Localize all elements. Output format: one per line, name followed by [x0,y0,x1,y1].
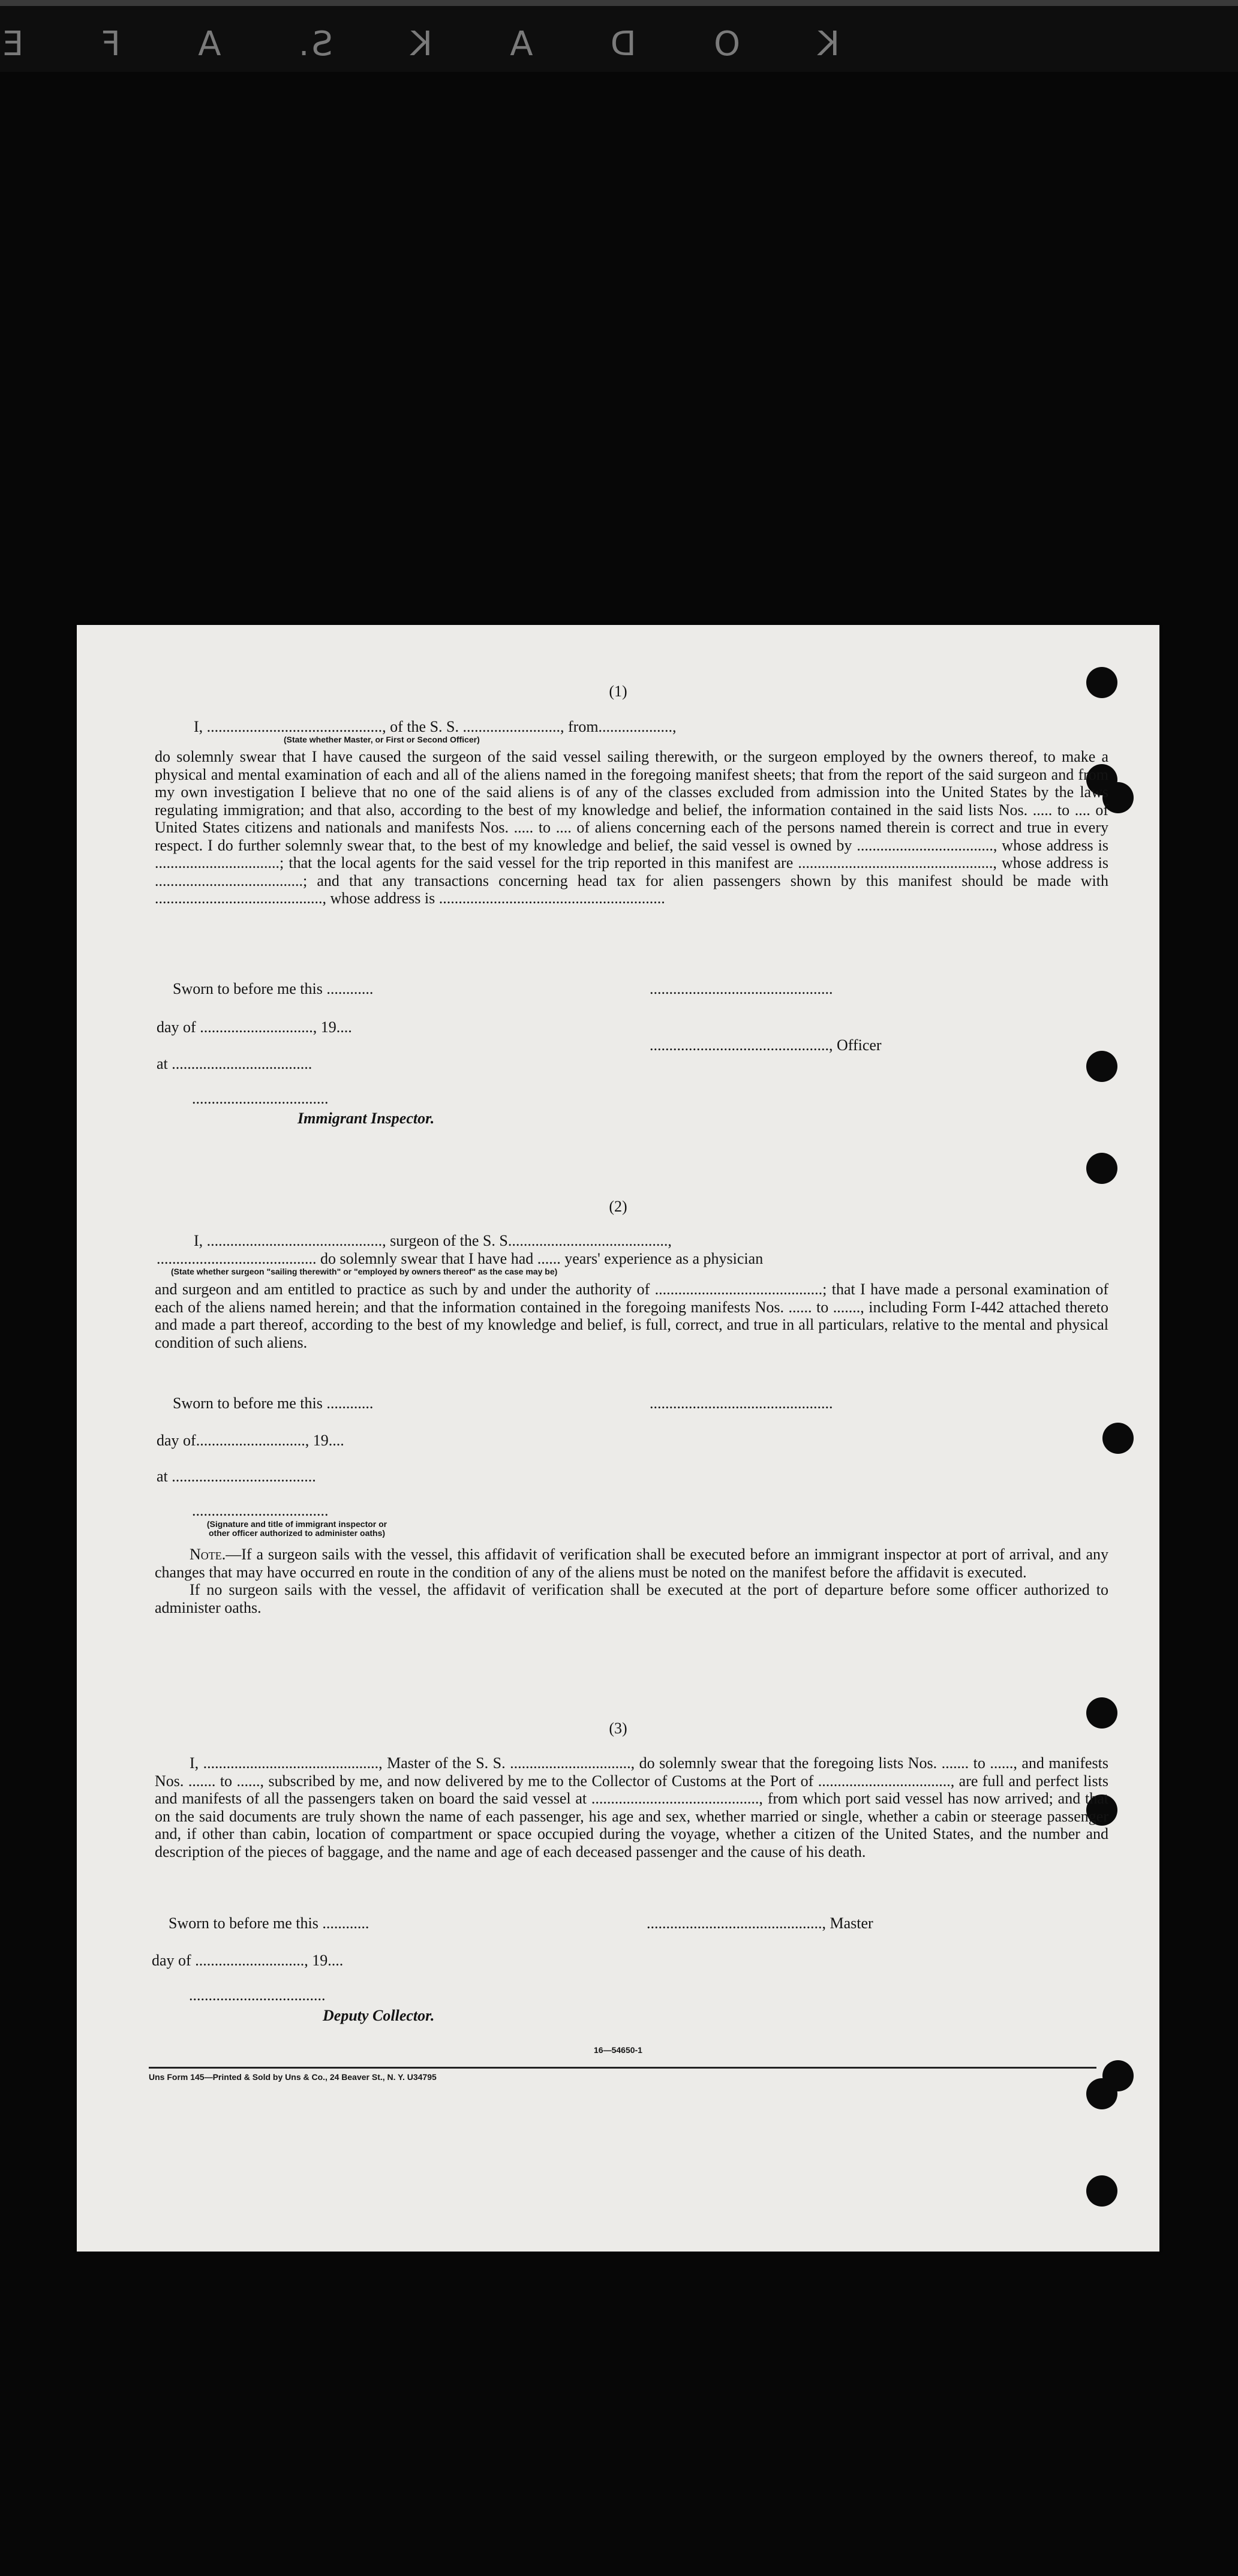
collector-title: Deputy Collector. [323,2007,435,2024]
officer-signature-note: (Signature and title of immigrant inspector or other officer authorized to administer oaths) [206,1519,387,1538]
master-signature-line: ............................................., Master [647,1914,873,1932]
officer-line: .............................................., Officer [650,1036,882,1054]
film-edge-border [0,0,1238,6]
note-label: Note. [190,1546,226,1563]
print-code: 16—54650-1 [594,2045,642,2055]
film-letter: A [507,24,533,64]
section-number: (1) [609,683,627,700]
film-letter: F [98,24,121,64]
punch-hole [1086,1153,1117,1184]
punch-hole [1086,2175,1117,2207]
master-oath-note: (State whether Master, or First or Second Officer) [284,735,480,744]
surgeon-oath-second-line: ......................................... do solemnly swear that I have had ...... years' experience as a physician [157,1250,764,1267]
punch-hole [1102,1423,1134,1454]
sworn-line: Sworn to before me this ............ [173,1394,374,1412]
signature-line: ............................................... [650,1394,833,1412]
officer-signature-line: ................................... [192,1502,329,1519]
place-line: at .................................... [157,1055,312,1072]
film-letter: O [711,24,741,64]
inspector-title: Immigrant Inspector. [298,1110,435,1127]
film-letter: E [0,24,24,64]
manifest-page [77,625,1159,2252]
film-letter: D [608,24,636,64]
sworn-line: Sworn to before me this ............ [169,1914,369,1932]
printer-imprint: Uns Form 145—Printed & Sold by Uns & Co., 24 Beaver St., N. Y. U34795 [149,2072,437,2082]
note-paragraph [155,1546,1108,1581]
film-letter: K [408,24,432,64]
film-edge-strip [0,0,1238,72]
film-letter: S. [296,24,333,64]
master-oath-text: do solemnly swear that I have caused the surgeon of the said vessel sailing therewith, or the surgeon employed by the owners thereof, to make a physical and mental examination of each and all of the aliens named in the foregoing manifest sheets; that from the report of the said surgeon and from my own investigation I believe that no one of the said aliens is of any of the classes excluded from admission into the United States by the laws regulating immigration; and that also, according to the best of my knowledge and belief, the information contained in the said lists Nos. ..... to .... of United States citizens and nationals and manifests Nos. ..... to .... of aliens concerning each of the persons named therein is correct and true in every respect. I do further solemnly swear that, to the best of my knowledge and belief, the said vessel is owned by ..................................., whose address is ................................; that the local agents for the said vessel for the trip reported in this manifest are .................................................., whose address is ......................................; and that any transactions concerning head tax for alien passengers shown by this manifest should be made with ..........................................., whose address is .......................................................... [155,748,1108,907]
note-paragraph-2: If no surgeon sails with the vessel, the affidavit of verification shall be executed at the port of departure before some officer authorized to administer oaths. [155,1581,1108,1616]
section-number: (2) [609,1198,627,1215]
film-letter: K [815,24,840,64]
master-delivery-text: I, ............................................., Master of the S. S. ..............................., do solemnly swear that the foregoing lists Nos. ....... to ......, and manifests Nos. ....... to ......, subscribed by me, and now delivered by me to the Collector of Customs at the Port of .................................., are full and perfect lists and manifests of all the passengers taken on board the said vessel at ..........................................., from which port said vessel has now arrived; and that on the said documents are truly shown the name of each passenger, his age and sex, whether married or single, whether a cabin or steerage passenger and, if other than cabin, location of compartment or space occupied during the voyage, whether a citizen of the United States, and the number and description of the pieces of baggage, and the name and age of each deceased passenger and the cause of his death. [155,1754,1108,1860]
film-edge-lettering [0,23,840,65]
collector-signature-line: ................................... [189,1986,326,2004]
master-delivery-oath [155,1754,1108,1860]
surgeon-oath-body [155,1281,1108,1351]
punch-hole [1086,1051,1117,1082]
footer-rule [149,2067,1096,2069]
place-line: at ..................................... [157,1468,316,1485]
signature-line: ............................................... [650,980,833,997]
surgeon-oath-note: (State whether surgeon "sailing therewith" or "employed by owners thereof" as the case may be) [171,1267,558,1276]
date-line: day of ............................., 19.... [157,1018,352,1036]
master-oath-body [155,748,1108,907]
master-oath-opening: I, ............................................., of the S. S. ........................., from..................., [194,718,677,735]
note-text: —If a surgeon sails with the vessel, this affidavit of verification shall be executed before an immigrant inspector at port of arrival, and any changes that may have occurred en route in the condition of any of the aliens must be noted on the manifest before the affidavit is executed. [155,1546,1108,1581]
date-line: day of............................, 19.... [157,1432,344,1449]
date-line: day of ............................, 19.... [152,1952,344,1969]
surgeon-oath-text: and surgeon and am entitled to practice as such by and under the authority of ...........................................; that I have made a personal examination of each of the aliens named herein; and that the information contained in the foregoing manifests Nos. ...... to ......., including Form I-442 attached thereto and made a part thereof, according to the best of my knowledge and belief, is full, correct, and true in all particulars, relative to the mental and physical condition of such aliens. [155,1281,1108,1351]
film-letter: A [196,24,221,64]
punch-hole [1086,2078,1117,2109]
sworn-line: Sworn to before me this ............ [173,980,374,997]
inspector-signature-line: ................................... [192,1090,329,1107]
section-number: (3) [609,1720,627,1737]
surgeon-oath-opening: I, ............................................., surgeon of the S. S........................................., [194,1232,672,1249]
surgeon-note [155,1546,1108,1616]
